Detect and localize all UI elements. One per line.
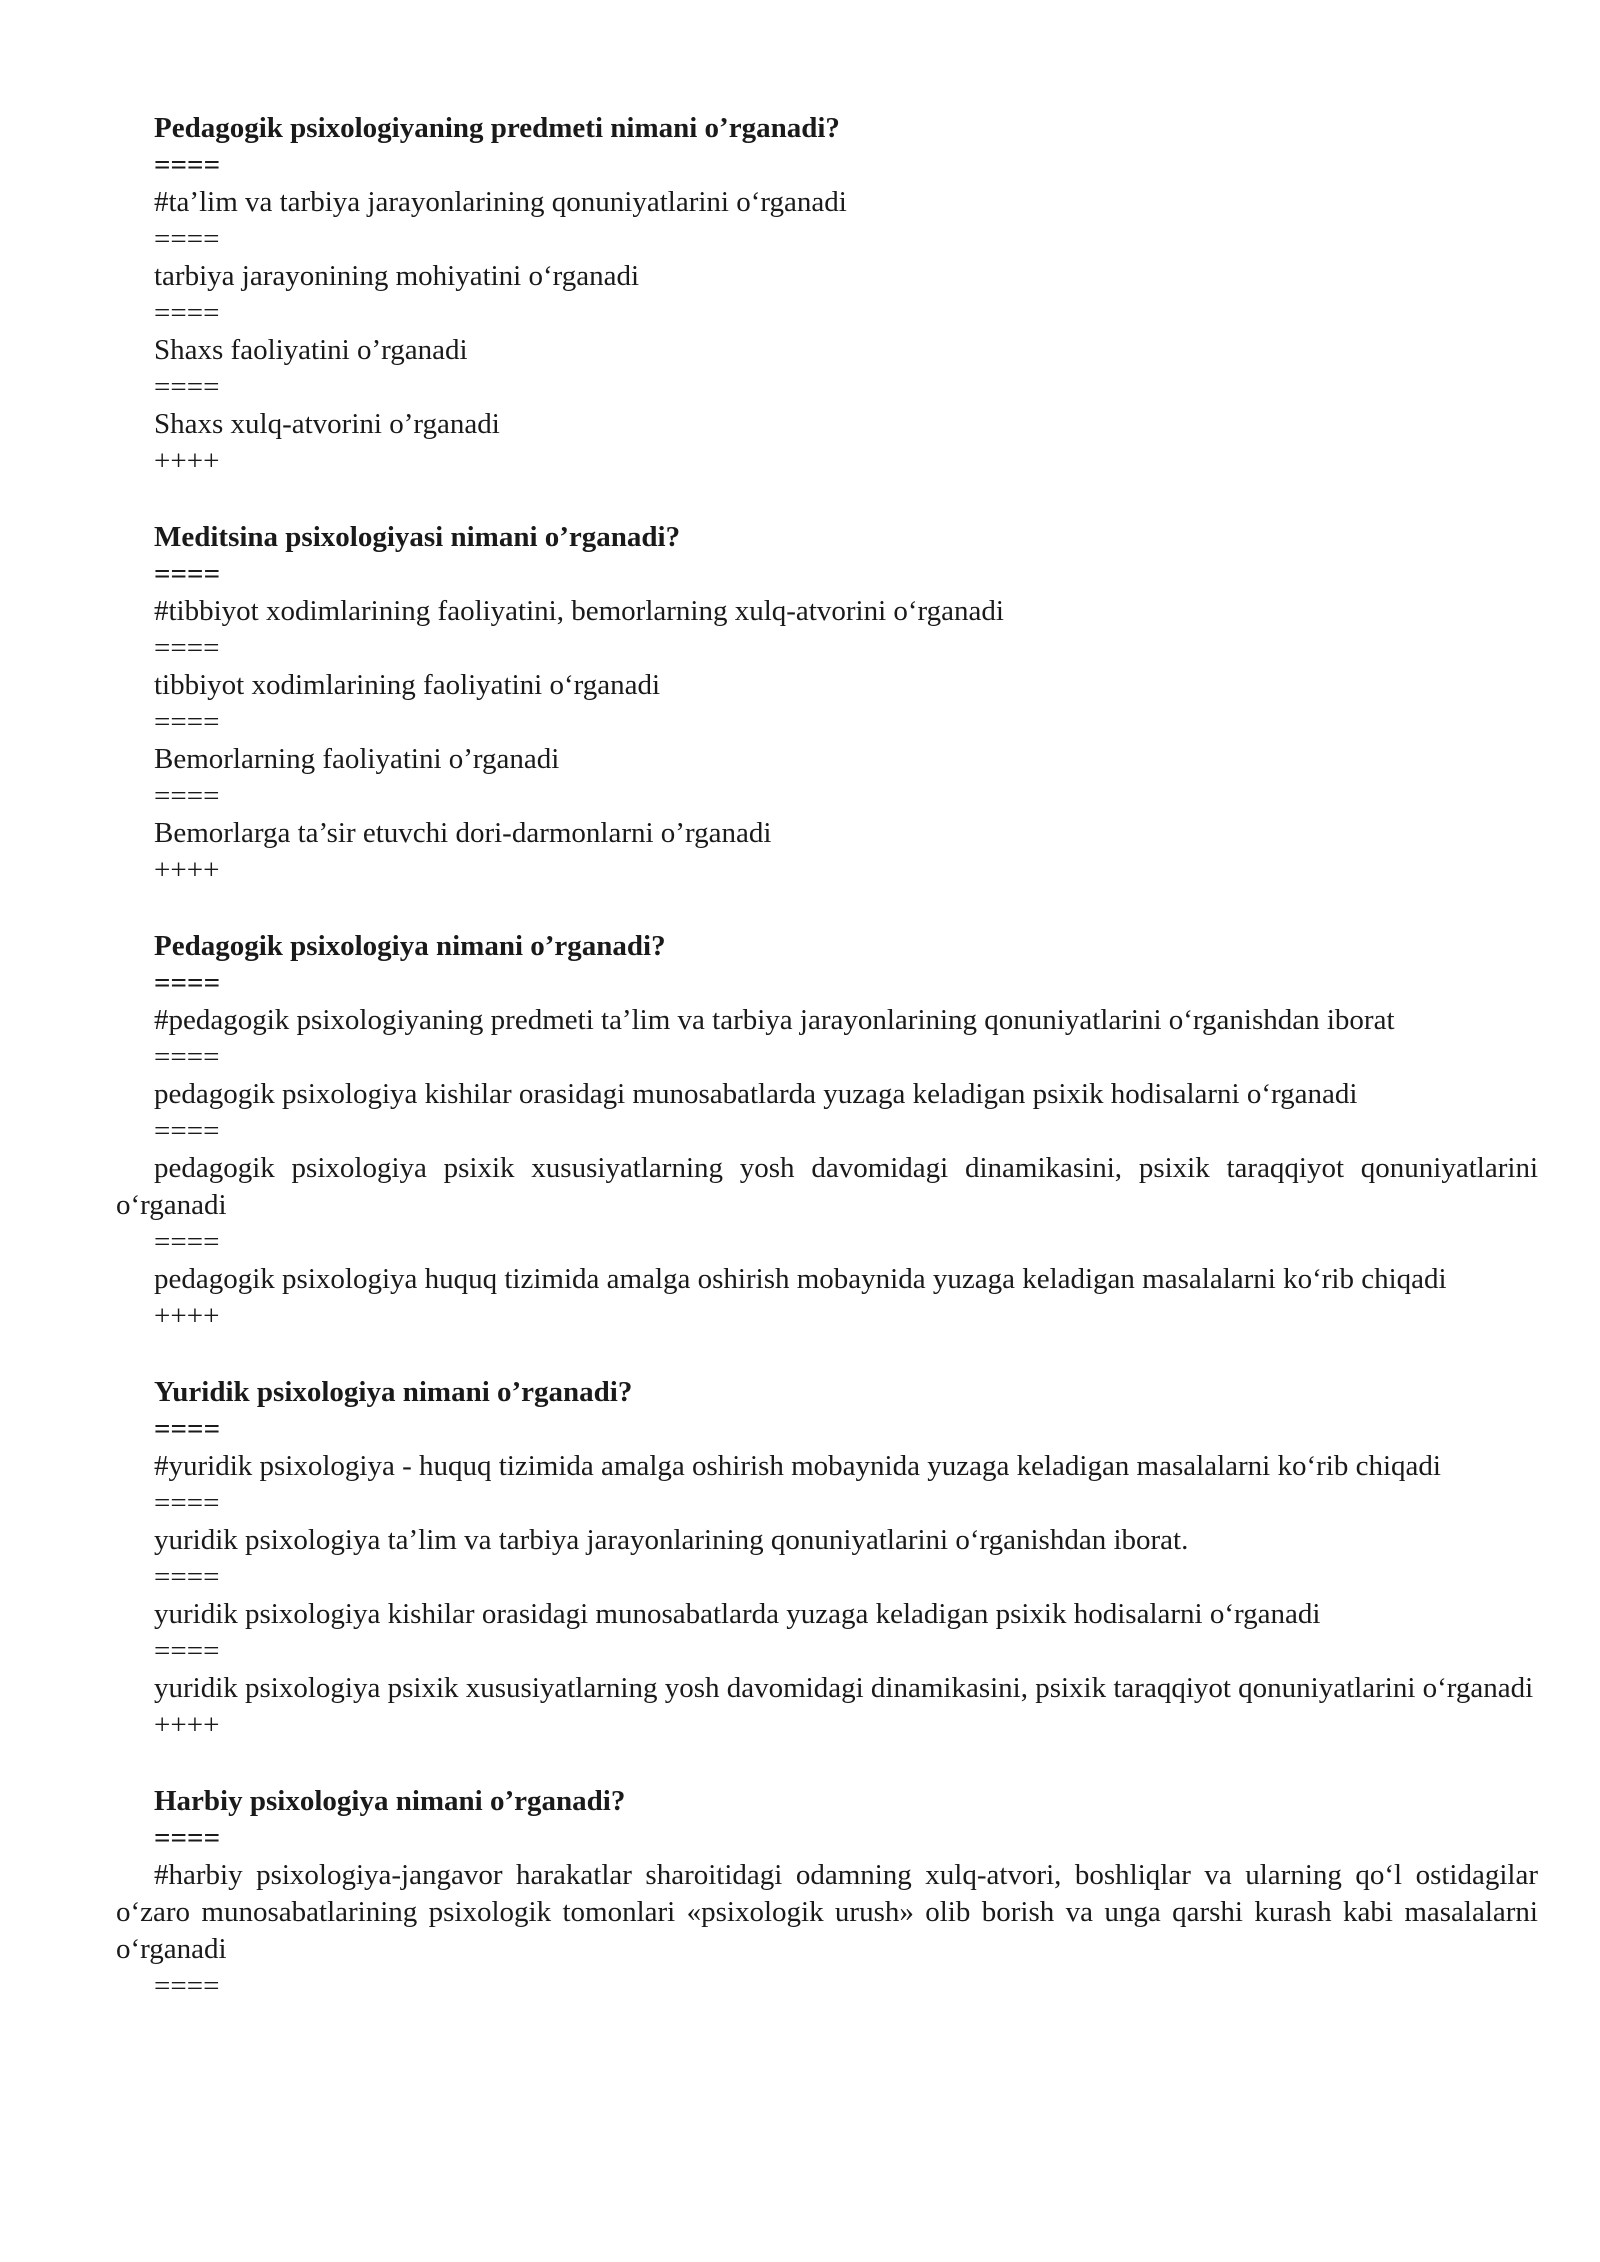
answer-option: tarbiya jarayonining mohiyatini o‘rganadi (154, 260, 640, 292)
answer-option: #ta’lim va tarbiya jarayonlarining qonuniyatlarini o‘rganadi (154, 186, 847, 218)
end-marker: ++++ (154, 445, 220, 477)
answer-option: #harbiy psixologiya-jangavor harakatlar sharoitidagi odamning xulq-atvori, boshliqlar va ularning qo‘l ostidagilar o‘zaro munosabatlarining psixologik tomonlari «psixologik urush» olib borish va unga qarshi kurash kabi masalalarni o‘rganadi (116, 1859, 1538, 1965)
separator: ==== (154, 297, 220, 329)
answer-option: yuridik psixologiya ta’lim va tarbiya jarayonlarining qonuniyatlarini o‘rganishdan iborat. (154, 1524, 1189, 1556)
question-text: Yuridik psixologiya nimani o’rganadi? (154, 1376, 633, 1408)
answer-option: yuridik psixologiya kishilar orasidagi munosabatlarda yuzaga keladigan psixik hodisalarni o‘rganadi (154, 1598, 1321, 1630)
answer-option: tibbiyot xodimlarining faoliyatini o‘rganadi (154, 669, 661, 701)
answer-option: Shaxs xulq-atvorini o’rganadi (154, 408, 500, 440)
separator: ==== (154, 1635, 220, 1667)
question-block (116, 110, 1538, 480)
end-marker: ++++ (154, 1300, 220, 1332)
separator: ==== (154, 1561, 220, 1593)
separator: ==== (154, 149, 221, 181)
separator: ==== (154, 1041, 220, 1073)
separator: ==== (154, 1115, 220, 1147)
question-text: Meditsina psixologiyasi nimani o’rganadi? (154, 521, 681, 553)
separator: ==== (154, 1226, 220, 1258)
answer-option: yuridik psixologiya psixik xususiyatlarning yosh davomidagi dinamikasini, psixik taraqqiyot qonuniyatlarini o‘rganadi (154, 1672, 1534, 1704)
answer-option: Bemorlarning faoliyatini o’rganadi (154, 743, 560, 775)
question-block (116, 519, 1538, 889)
answer-option: #tibbiyot xodimlarining faoliyatini, bemorlarning xulq-atvorini o‘rganadi (154, 595, 1004, 627)
separator: ==== (154, 632, 220, 664)
separator: ==== (154, 1822, 221, 1854)
test-document (116, 110, 1538, 2044)
question-block (116, 1783, 1538, 2005)
answer-option: pedagogik psixologiya huquq tizimida amalga oshirish mobaynida yuzaga keladigan masalalarni ko‘rib chiqadi (154, 1263, 1447, 1295)
end-marker: ++++ (154, 854, 220, 886)
separator: ==== (154, 371, 220, 403)
separator: ==== (154, 967, 221, 999)
question-text: Pedagogik psixologiyaning predmeti nimani o’rganadi? (154, 112, 840, 144)
answer-option: pedagogik psixologiya kishilar orasidagi munosabatlarda yuzaga keladigan psixik hodisalarni o‘rganadi (154, 1078, 1358, 1110)
separator: ==== (154, 1413, 221, 1445)
separator: ==== (154, 1487, 220, 1519)
answer-option: Shaxs faoliyatini o’rganadi (154, 334, 468, 366)
question-block (116, 1374, 1538, 1744)
answer-option: pedagogik psixologiya psixik xususiyatlarning yosh davomidagi dinamikasini, psixik taraqqiyot qonuniyatlarini o‘rganadi (116, 1152, 1538, 1221)
separator: ==== (154, 1970, 220, 2002)
separator: ==== (154, 223, 220, 255)
question-block (116, 928, 1538, 1335)
question-text: Harbiy psixologiya nimani o’rganadi? (154, 1785, 626, 1817)
answer-option: #pedagogik psixologiyaning predmeti ta’lim va tarbiya jarayonlarining qonuniyatlarini o‘rganishdan iborat (154, 1004, 1395, 1036)
end-marker: ++++ (154, 1709, 220, 1741)
answer-option: #yuridik psixologiya - huquq tizimida amalga oshirish mobaynida yuzaga keladigan masalalarni ko‘rib chiqadi (154, 1450, 1441, 1482)
separator: ==== (154, 706, 220, 738)
separator: ==== (154, 558, 221, 590)
answer-option: Bemorlarga ta’sir etuvchi dori-darmonlarni o’rganadi (154, 817, 772, 849)
question-text: Pedagogik psixologiya nimani o’rganadi? (154, 930, 666, 962)
separator: ==== (154, 780, 220, 812)
